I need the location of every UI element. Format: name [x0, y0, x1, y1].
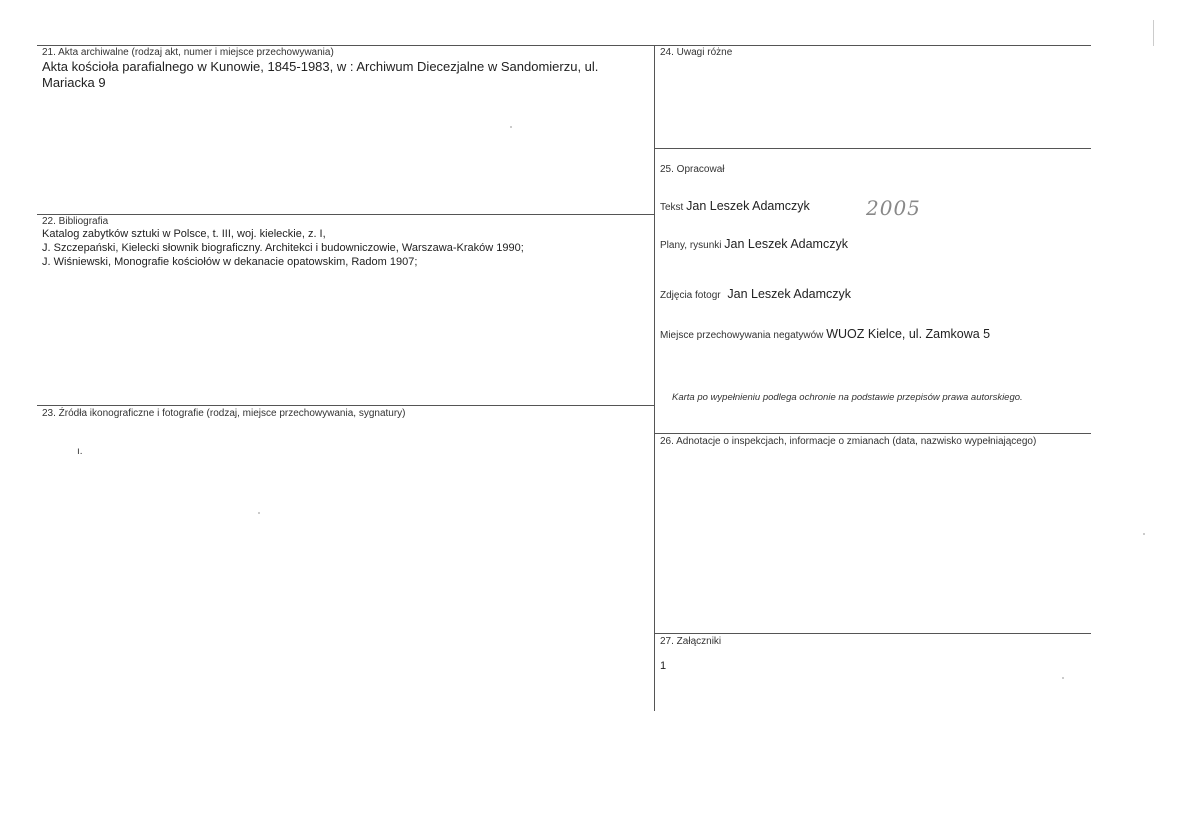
copyright-note: Karta po wypełnieniu podlega ochronie na podstawie przepisów prawa autorskiego.: [672, 392, 1023, 403]
miejsce-label: Miejsce przechowywania negatywów: [660, 330, 824, 341]
f21-value-line1: Akta kościoła parafialnego w Kunowie, 1845-1983, w : Archiwum Diecezjalne w Sandomierzu, ul.: [42, 59, 599, 74]
tekst-row: [660, 199, 810, 213]
f21-value-line2: Mariacka 9: [42, 75, 106, 90]
f21-label: 21. Akta archiwalne (rodzaj akt, numer i miejsce przechowywania): [42, 47, 334, 58]
rule-f23: [37, 405, 654, 406]
f22-label: 22. Bibliografia: [42, 216, 109, 227]
f27-label: 27. Załączniki: [660, 636, 722, 647]
top-rule: [37, 45, 1091, 46]
miejsce-row: [660, 327, 990, 341]
rule-f27: [654, 633, 1091, 634]
rule-f25: [654, 148, 1091, 149]
f23-mark: ı.: [77, 446, 83, 457]
bibliography-entry: J. Szczepański, Kielecki słownik biograficzny. Architekci i budowniczowie, Warszawa-Kraków 1990;: [42, 242, 524, 254]
miejsce-value: WUOZ Kielce, ul. Zamkowa 5: [826, 327, 991, 341]
bibliography-entry: Katalog zabytków sztuki w Polsce, t. III, woj. kieleckie, z. I,: [42, 228, 326, 240]
rule-f22: [37, 214, 654, 215]
zdjecia-value: Jan Leszek Adamczyk: [727, 287, 852, 301]
scan-speck: [510, 126, 512, 128]
f25-label: 25. Opracował: [660, 164, 725, 175]
f26-label: 26. Adnotacje o inspekcjach, informacje o zmianach (data, nazwisko wypełniającego): [660, 436, 1037, 447]
handwritten-year: 2005: [866, 196, 921, 220]
f24-label: 24. Uwagi różne: [660, 47, 733, 58]
zdjecia-row: [660, 287, 851, 301]
scan-edge-mark: [1153, 20, 1154, 46]
f23-label: 23. Źródła ikonograficzne i fotografie (rodzaj, miejsce przechowywania, sygnatury): [42, 408, 406, 419]
f27-value: 1: [660, 660, 667, 672]
plany-row: [660, 237, 848, 251]
tekst-label: Tekst: [660, 202, 684, 213]
rule-f26: [654, 433, 1091, 434]
plany-label: Plany, rysunki: [660, 240, 722, 251]
plany-value: Jan Leszek Adamczyk: [724, 237, 848, 251]
zdjecia-label: Zdjęcia fotogr: [660, 290, 721, 301]
bibliography-entry: J. Wiśniewski, Monografie kościołów w dekanacie opatowskim, Radom 1907;: [42, 256, 418, 268]
tekst-value: Jan Leszek Adamczyk: [686, 199, 810, 213]
scan-speck: [258, 512, 260, 514]
scan-speck: [1143, 533, 1145, 535]
column-divider: [654, 45, 655, 711]
scan-speck: [1062, 677, 1064, 679]
